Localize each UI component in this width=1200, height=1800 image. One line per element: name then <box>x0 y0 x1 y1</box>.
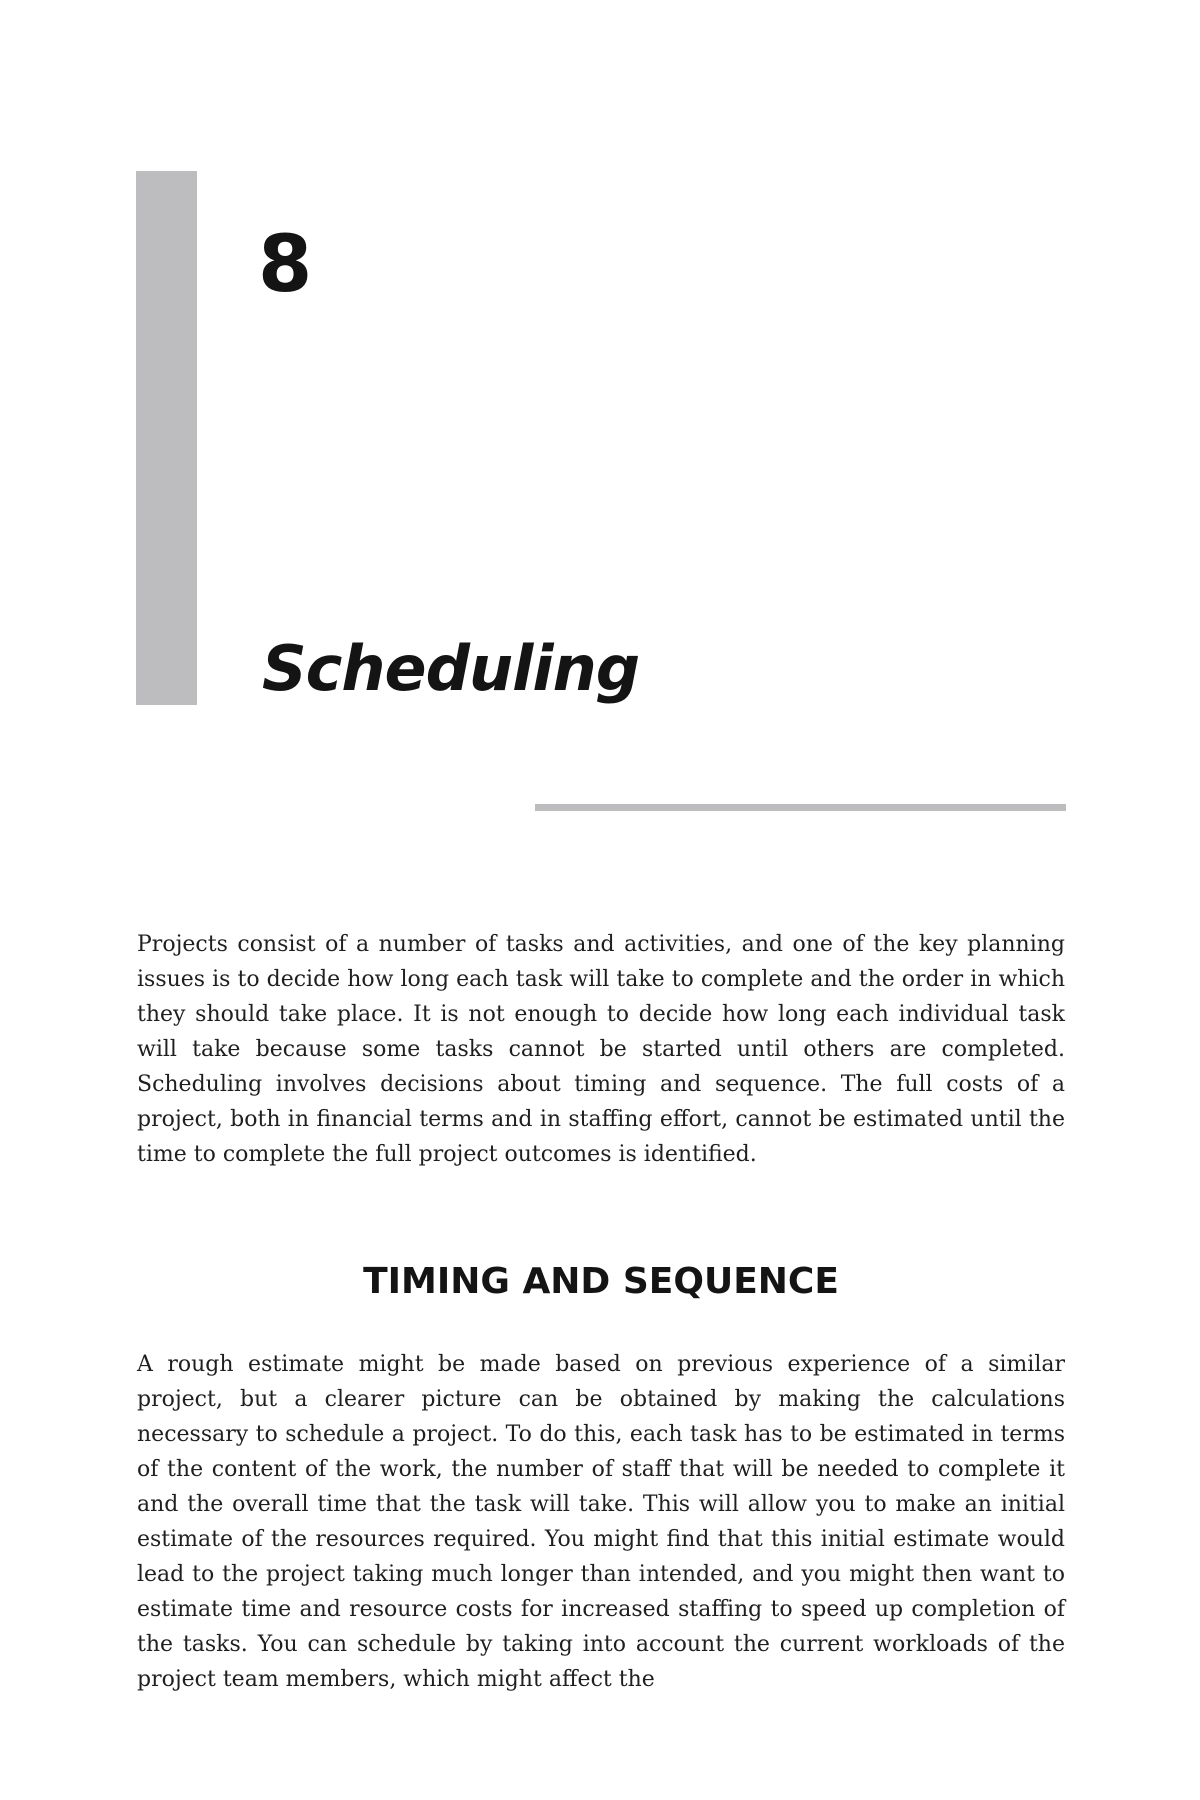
chapter-number: 8 <box>258 220 313 310</box>
section-heading: TIMING AND SEQUENCE <box>363 1261 839 1302</box>
chapter-title: Scheduling <box>262 632 640 705</box>
title-divider-rule <box>535 804 1066 811</box>
intro-paragraph: Projects consist of a number of tasks and activities, and one of the key planning issues is to decide how long each task will take to complete and the order in which they should take place. It is not enough to decide how long each individual task will take because some tasks cannot be started until others are completed. Scheduling involves decisions about timing and sequence. The full costs of a project, both in financial terms and in staffing effort, cannot be estimated until the time to complete the full project outcomes is identified. <box>137 932 1065 1167</box>
chapter-accent-bar <box>136 171 197 705</box>
section-paragraph: A rough estimate might be made based on previous experience of a similar project, but a clearer picture can be obtained by making the calculations necessary to schedule a project. To do this, each task has to be estimated in terms of the content of the work, the number of staff that will be needed to complete it and the overall time that the task will take. This will allow you to make an initial estimate of the resources required. You might find that this initial estimate would lead to the project taking much longer than intended, and you might then want to estimate time and resource costs for increased staffing to speed up completion of the tasks. You can schedule by taking into account the current workloads of the project team members, which might affect the <box>137 1352 1065 1692</box>
